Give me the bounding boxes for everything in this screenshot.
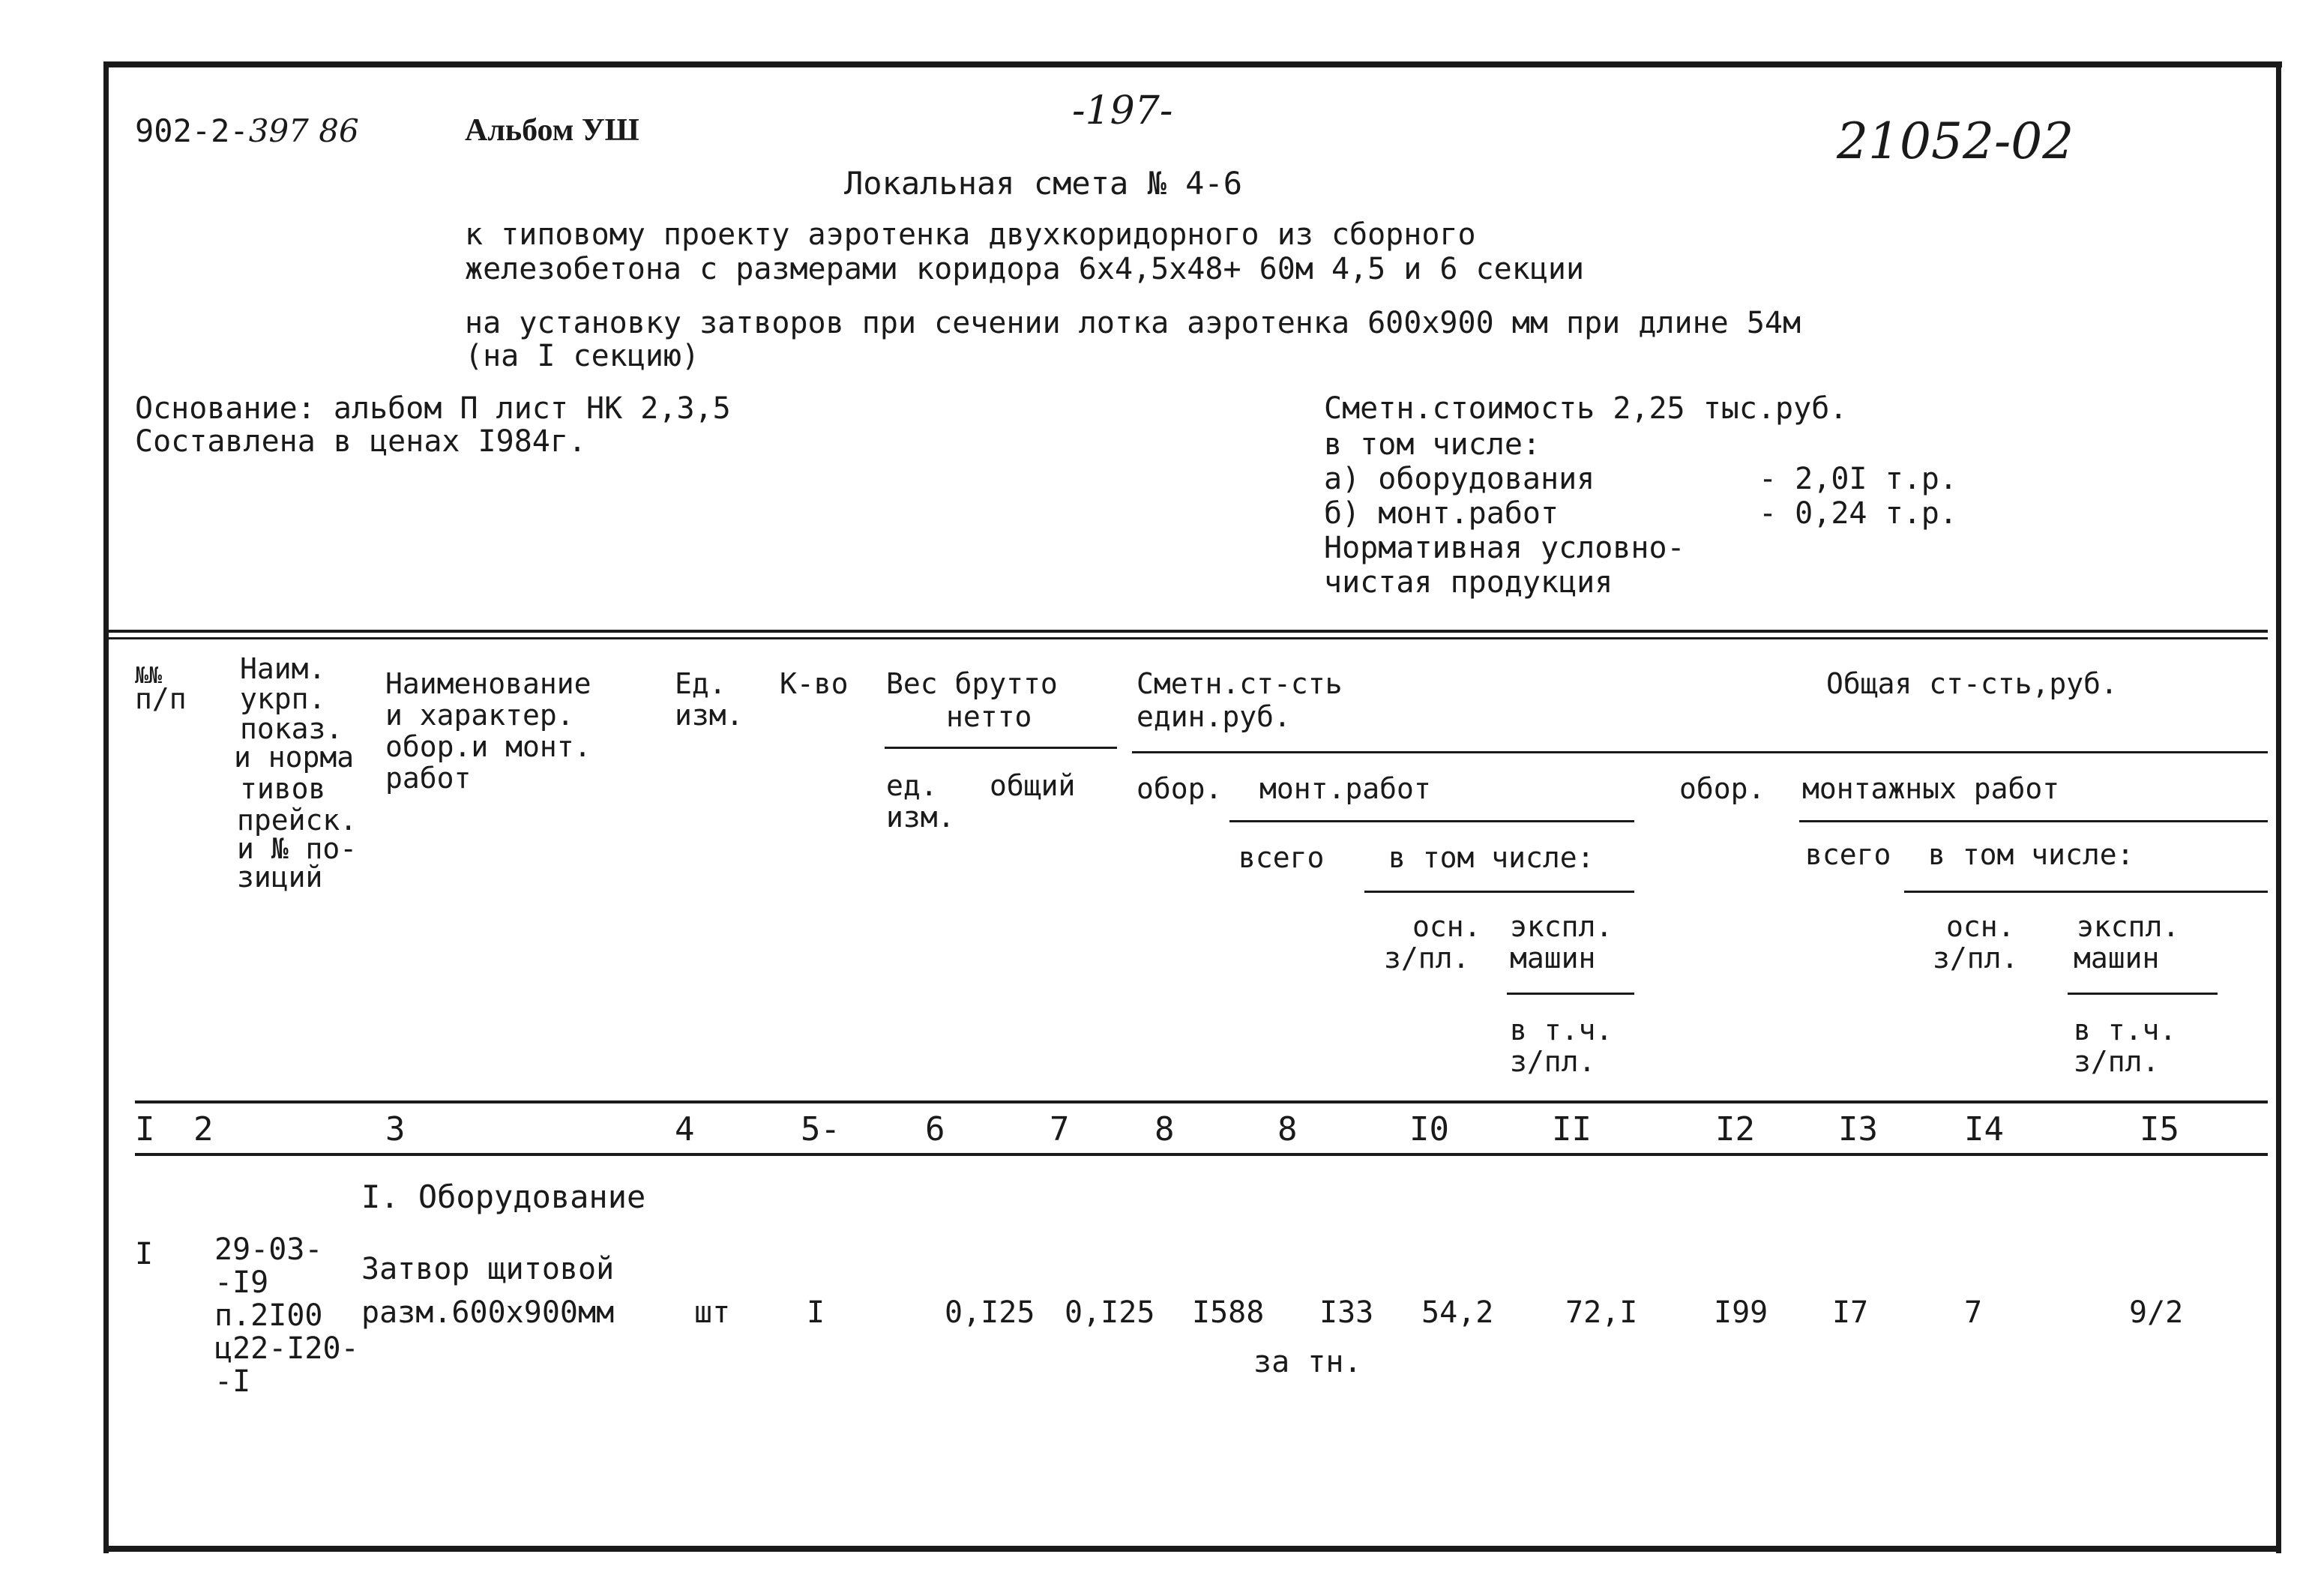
row-name-2: разм.600x900мм [361, 1295, 615, 1330]
header-col2-line6: прейск. [237, 804, 358, 837]
colnum-8a: 8 [1154, 1110, 1175, 1148]
header-col2-line2: укрп. [240, 682, 326, 715]
row-osn-unit: 54,2 [1421, 1295, 1494, 1330]
document-code [135, 112, 359, 149]
rule-colnum-bottom [135, 1153, 2268, 1156]
header-col4-line2: изм. [675, 699, 744, 732]
title-line-3: на установку затворов при сечении лотка аэротенка 600x900 мм при длине 54м [465, 306, 1801, 340]
title-line-2: железобетона с размерами коридора 6x4,5x48+ 60м 4,5 и 6 секции [465, 252, 1585, 286]
header-weight-total: общий [990, 769, 1076, 802]
row-code-5: -I [214, 1364, 251, 1399]
title-line-1: к типовому проекту аэротенка двухкоридорного из сборного [465, 217, 1476, 252]
row-code-2: -I9 [214, 1265, 269, 1300]
header-col3-line3: обор.и монт. [385, 730, 591, 763]
title-line-4: (на I секцию) [465, 339, 700, 373]
header-incl-zp-line1: в т.ч. [1510, 1014, 1613, 1047]
page-number: -197- [1072, 88, 1173, 133]
document-code-prefix: 902-2- [135, 112, 249, 149]
header-osn-line2: з/пл. [1384, 942, 1470, 975]
rule-cost-sub [1132, 751, 2268, 753]
row-mont-total: I7 [1832, 1295, 1869, 1330]
row-osn-total: 7 [1964, 1295, 1983, 1330]
frame-top [103, 61, 2282, 67]
cost-equipment-value: - 2,0I т.р. [1759, 462, 1957, 496]
header-incl-zp2-line2: з/пл. [2074, 1045, 2160, 1078]
header-col3-line2: и характер. [385, 699, 574, 732]
row-weight-unit: 0,I25 [945, 1295, 1035, 1330]
colnum-14: I4 [1964, 1110, 2004, 1148]
row-equip-unit: I588 [1192, 1295, 1265, 1330]
frame-left [103, 61, 109, 1553]
header-col1-line1: №№ [135, 663, 163, 689]
row-name-1: Затвор щитовой [361, 1252, 615, 1286]
colnum-12: I2 [1715, 1110, 1755, 1148]
header-osn2-line1: осн. [1946, 910, 2015, 943]
cost-including: в том числе: [1324, 427, 1541, 462]
header-incl-2: в том числе: [1928, 838, 2134, 871]
table-top-rule-2 [109, 637, 2268, 639]
row-code-4: ц22-I20- [214, 1331, 359, 1366]
row-weight-total: 0,I25 [1065, 1295, 1155, 1330]
header-equip: обор. [1137, 772, 1223, 805]
header-weight-unit-line2: изм. [886, 801, 955, 834]
rule-weight [885, 747, 1117, 749]
header-expl-line1: экспл. [1510, 910, 1613, 943]
frame-right [2276, 61, 2281, 1553]
table-top-rule [109, 630, 2268, 633]
colnum-3: 3 [385, 1110, 406, 1148]
header-total-all: всего [1238, 841, 1325, 874]
colnum-11: II [1552, 1110, 1592, 1148]
cost-total: Сметн.стоимость 2,25 тыс.руб. [1324, 391, 1848, 426]
basis-line-1: Основание: альбом П лист НК 2,3,5 [135, 391, 731, 426]
header-col4-line1: Ед. [675, 667, 726, 700]
colnum-5: 5- [801, 1110, 840, 1148]
colnum-13: I3 [1838, 1110, 1878, 1148]
album-label: Альбом УШ [465, 113, 639, 148]
rule-expl-unit [1507, 993, 1634, 995]
rule-mont-unit [1229, 820, 1634, 822]
colnum-7: 7 [1050, 1110, 1070, 1148]
colnum-10: I0 [1409, 1110, 1449, 1148]
header-osn2-line2: з/пл. [1933, 942, 2019, 975]
header-mont-works: монт.работ [1259, 772, 1431, 805]
cost-equipment-label: а) оборудования [1324, 462, 1595, 496]
header-incl: в том числе: [1388, 841, 1595, 874]
header-col2-line5: тивов [240, 772, 326, 805]
header-equip-total: обор. [1679, 772, 1765, 805]
header-col5: К-во [780, 667, 849, 700]
header-total-cost: Общая ст-сть,руб. [1826, 667, 2118, 700]
rule-incl-unit [1364, 891, 1634, 893]
header-weight-line2: нетто [946, 700, 1032, 733]
header-col2-line4: и норма [234, 741, 355, 774]
colnum-6: 6 [925, 1110, 945, 1148]
header-col2-line7: и № по- [237, 832, 358, 865]
colnum-1: I [135, 1110, 155, 1148]
row-expl-total: 9/2 [2129, 1295, 2184, 1330]
header-col2-line1: Наим. [240, 652, 326, 685]
cost-mounting-value: - 0,24 т.р. [1759, 496, 1957, 531]
header-expl2-line2: машин [2074, 942, 2160, 975]
row-unit: шт [694, 1295, 731, 1330]
cost-mounting-label: б) монт.работ [1324, 496, 1559, 531]
row-equip-total: I99 [1714, 1295, 1768, 1330]
header-col3-line1: Наименование [385, 667, 591, 700]
row-mont-unit: I33 [1319, 1295, 1374, 1330]
rule-mont-total [1799, 820, 2268, 822]
row-number: I [135, 1237, 154, 1271]
row-quantity: I [807, 1295, 825, 1330]
rule-header-bottom [135, 1100, 2268, 1103]
row-code-3: п.2I00 [214, 1298, 323, 1333]
section-title: I. Оборудование [361, 1178, 646, 1215]
rule-expl-total [2068, 993, 2218, 995]
cost-normative-2: чистая продукция [1324, 565, 1613, 600]
colnum-15: I5 [2140, 1110, 2179, 1148]
header-expl-line2: машин [1510, 942, 1596, 975]
header-total-all-2: всего [1805, 838, 1891, 871]
row-code-1: 29-03- [214, 1232, 323, 1267]
header-expl2-line1: экспл. [2077, 910, 2180, 943]
document-code-handwritten: 397 86 [248, 112, 359, 149]
cost-normative-1: Нормативная условно- [1324, 531, 1685, 565]
header-weight-line1: Вес брутто [886, 667, 1058, 700]
row-expl-unit: 72,I [1565, 1295, 1638, 1330]
row-mont-unit-note: за тн. [1253, 1345, 1362, 1379]
rule-incl-total [1904, 891, 2268, 893]
header-osn-line1: осн. [1412, 910, 1481, 943]
document-number: 21052-02 [1837, 112, 2074, 170]
frame-bottom [109, 1546, 2281, 1552]
colnum-2: 2 [193, 1110, 214, 1148]
header-col1-line2: п/п [135, 682, 187, 715]
header-col2-line3: показ. [240, 712, 343, 745]
basis-line-2: Составлена в ценах I984г. [135, 424, 587, 459]
header-mont-works-total: монтажных работ [1802, 772, 2060, 805]
header-unit-cost-line2: един.руб. [1137, 700, 1291, 733]
header-col3-line4: работ [385, 762, 472, 795]
colnum-8b: 8 [1277, 1110, 1298, 1148]
header-incl-zp-line2: з/пл. [1510, 1045, 1596, 1078]
header-col2-line8: зиций [237, 861, 323, 894]
header-weight-unit-line1: ед. [886, 769, 938, 802]
header-unit-cost-line1: Сметн.ст-сть [1137, 667, 1343, 700]
colnum-4: 4 [675, 1110, 695, 1148]
estimate-title: Локальная смета № 4-6 [844, 165, 1243, 202]
header-incl-zp2-line1: в т.ч. [2074, 1014, 2177, 1047]
